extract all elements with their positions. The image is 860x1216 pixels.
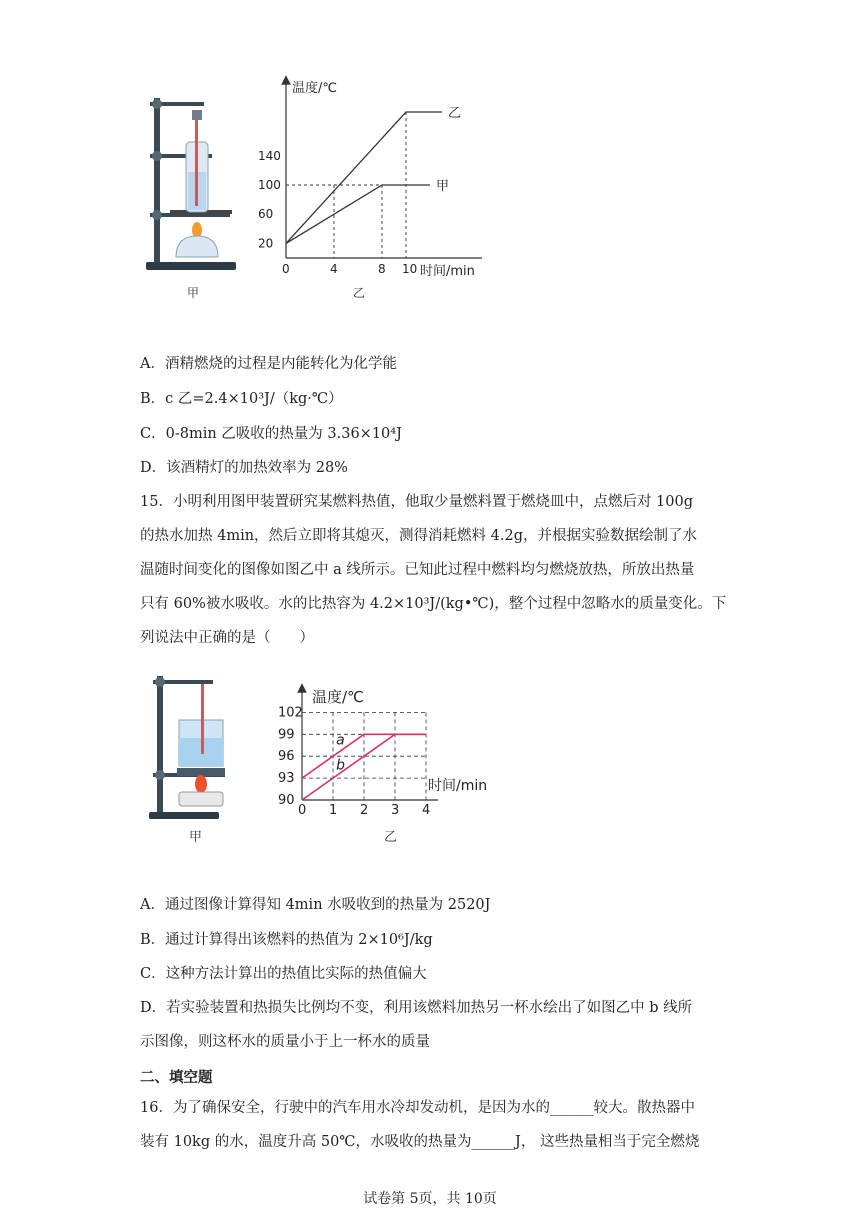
q15-line-3: 温随时间变化的图像如图乙中 a 线所示。已知此过程中燃料均匀燃烧放热，所放出热量 [140,562,695,578]
temperature-graph-1 [250,70,490,285]
x-tick-label: 4 [422,803,431,818]
y-tick-label: 99 [278,727,295,743]
section-title: 二、填空题 [140,1070,213,1086]
series-line-乙 [286,112,442,243]
x-tick-label: 0 [298,803,307,818]
q15-option-a: A．通过图像计算得知 4min 水吸收到的热量为 2520J [140,897,491,913]
y-tick-label: 90 [278,793,295,808]
q14-option-d: D．该酒精灯的加热效率为 28% [140,460,348,476]
x-axis-label: 时间/min [420,264,475,279]
x-tick-label: 4 [330,262,338,276]
x-tick-label: 3 [391,803,400,818]
apparatus-illustration-1 [140,92,240,282]
series-label-a: a [336,732,345,749]
q16-line-1: 16．为了确保安全，行驶中的汽车用水冷却发动机，是因为水的______较大。散热器中 [140,1100,695,1116]
q14-option-c: C．0-8min 乙吸收的热量为 3.36×10⁴J [140,426,402,442]
y-axis-label: 温度/℃ [292,81,337,96]
y-tick-label: 60 [258,207,274,222]
x-tick-label: 1 [329,803,338,818]
page-footer: 试卷第 5页，共 10页 [363,1191,497,1207]
y-axis-label: 温度/℃ [312,688,364,706]
q15-line-1: 15．小明利用图甲装置研究某燃料热值，他取少量燃料置于燃烧皿中，点燃后对 100g [140,494,694,510]
series-line-甲 [286,185,430,243]
q14-option-a: A．酒精燃烧的过程是内能转化为化学能 [140,356,397,372]
q15-option-b: B．通过计算得出该燃料的热值为 2×10⁶J/kg [140,932,433,948]
series-label-乙: 乙 [448,106,462,121]
q15-option-d-line-2: 示图像，则这杯水的质量小于上一杯水的质量 [140,1034,430,1050]
apparatus-illustration-2 [145,672,245,822]
x-tick-label: 2 [360,803,369,818]
y-tick-label: 20 [258,236,274,251]
y-tick-label: 102 [278,705,303,721]
series-label-b: b [336,757,345,774]
q15-line-5: 列说法中正确的是（ ） [140,630,314,646]
graph-caption-2: 乙 [384,830,398,845]
x-tick-label: 0 [282,262,290,276]
y-tick-label: 93 [278,771,295,787]
q16-line-2: 装有 10kg 的水，温度升高 50℃，水吸收的热量为______J， 这些热量相当于完全燃烧 [140,1134,700,1150]
x-tick-label: 8 [378,262,386,276]
x-tick-label: 10 [402,262,418,276]
q15-line-4: 只有 60%被水吸收。水的比热容为 4.2×10³J/(kg•℃)，整个过程中忽略水的质量变化。下 [140,596,727,612]
temperature-graph-2 [278,680,518,825]
graph-caption-1: 乙 [353,286,366,300]
q15-option-d-line-1: D．若实验装置和热损失比例均不变，利用该燃料加热另一杯水绘出了如图乙中 b 线所 [140,1000,693,1016]
apparatus-caption-2: 甲 [189,830,203,845]
y-tick-label: 100 [258,178,281,192]
q15-option-c: C．这种方法计算出的热值比实际的热值偏大 [140,966,427,982]
q14-option-b: B．c 乙=2.4×10³J/（kg·℃） [140,391,343,407]
y-tick-label: 96 [278,749,295,765]
series-label-甲: 甲 [436,179,450,194]
q15-line-2: 的热水加热 4min，然后立即将其熄灭，测得消耗燃料 4.2g，并根据实验数据绘制了水 [140,528,698,544]
apparatus-caption-1: 甲 [187,286,200,300]
x-axis-label: 时间/min [428,778,488,794]
y-tick-label: 140 [258,148,281,163]
